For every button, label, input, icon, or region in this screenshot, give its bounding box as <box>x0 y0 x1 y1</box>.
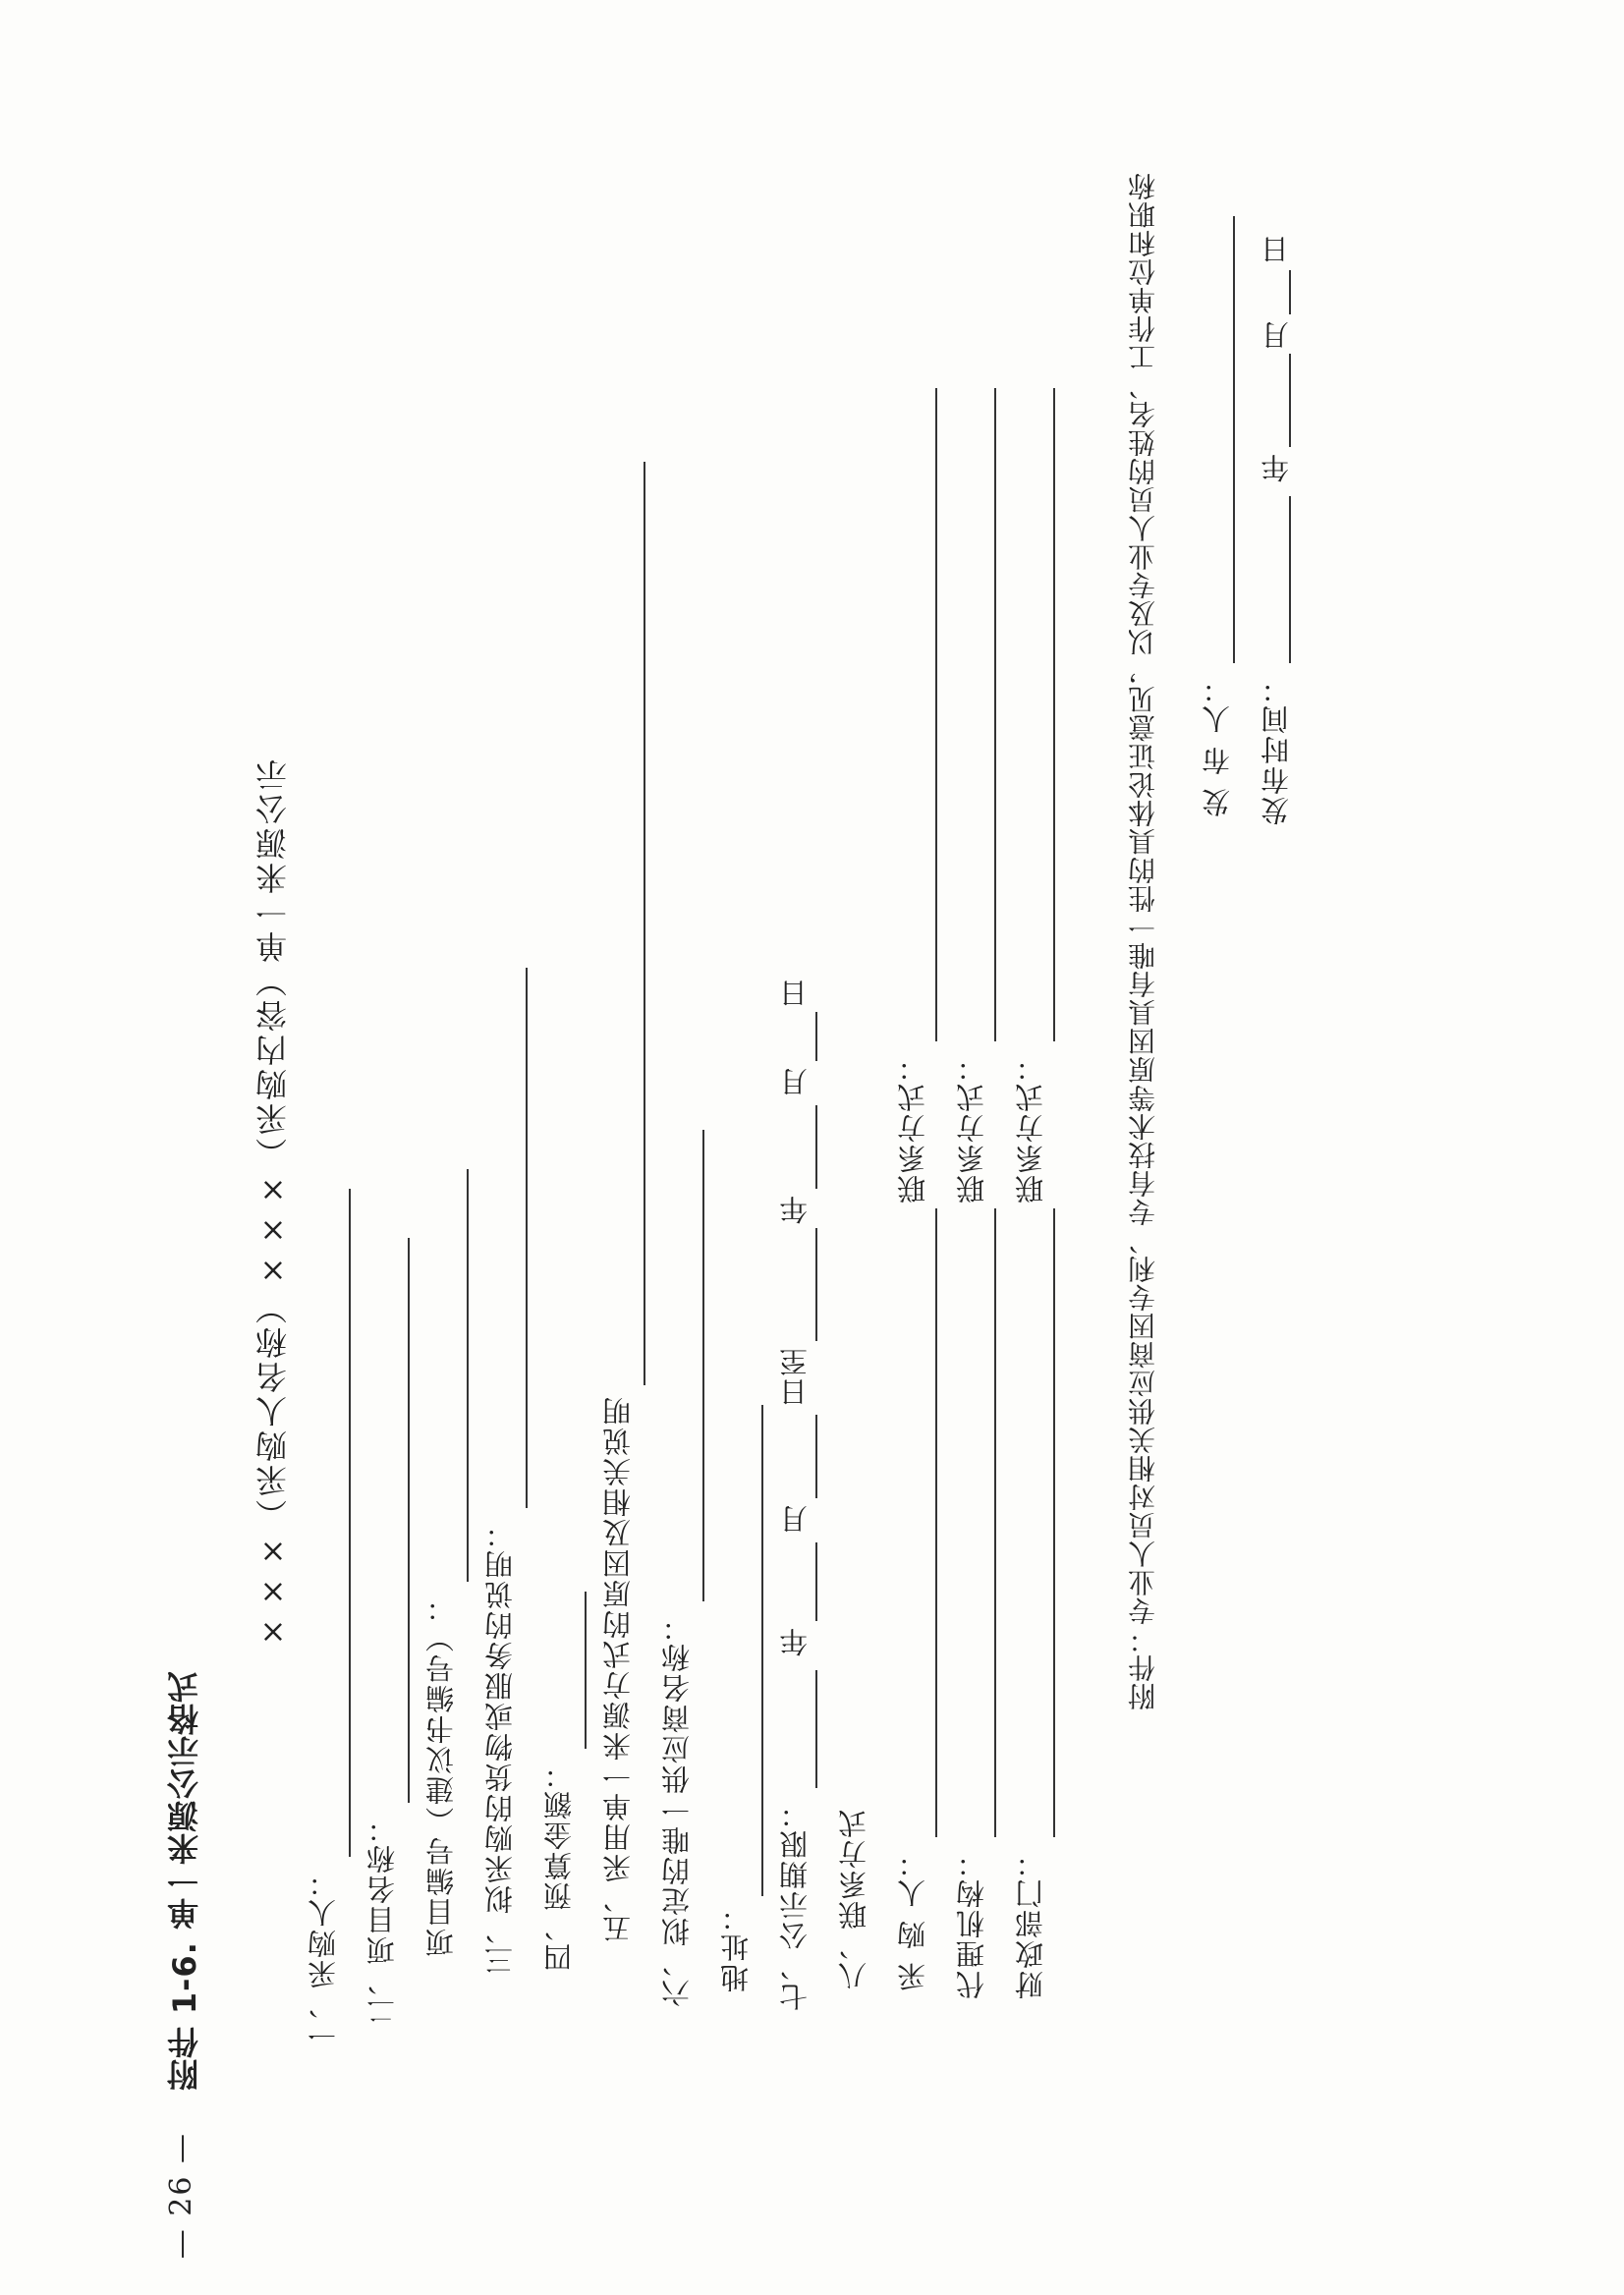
contact-purchaser-blank <box>935 1208 937 1837</box>
supplier-blank <box>702 1130 704 1601</box>
publish-year-blank <box>1289 496 1291 663</box>
period-day2: 日 <box>778 978 812 1008</box>
page-number: — 26 — <box>164 2132 198 2260</box>
period-month2-blank <box>815 1105 817 1189</box>
purchaser-blank <box>349 1189 351 1857</box>
project-no-label: 项目编号（建议书编号）： <box>424 1592 458 1957</box>
contact-purchaser-label: 采 购 人： <box>896 1847 929 1991</box>
project-no-blank <box>467 1169 469 1582</box>
contact-heading: 八、联系方式 <box>837 1808 870 1990</box>
contact-finance-label: 财政部门： <box>1014 1847 1047 1999</box>
notice-title: ×××（采购人名称）×××（采购内容）单一来源公示 <box>254 756 292 1651</box>
contact-agency-blank <box>994 1208 996 1837</box>
period-year: 年 <box>778 1626 812 1656</box>
goods-desc-label: 三、拟采购的货物或服务的说明： <box>483 1518 517 1975</box>
period-month-blank <box>815 1542 817 1621</box>
period-label: 七、公示期限： <box>778 1798 812 2011</box>
supplier-label: 六、拟定的唯一供应商名称： <box>660 1611 694 2007</box>
contact-finance-method-blank <box>1053 388 1055 1041</box>
attachment-note: 附件：专业人员对相关供应商因专利、专有技术等原因具有唯一性的具体论证意见，以及专业人员的姓名、工作单位和职称 <box>1127 172 1159 1710</box>
budget-blank <box>585 1592 587 1749</box>
publish-month-blank <box>1289 354 1291 447</box>
purchaser-label: 一、采购人： <box>307 1867 340 2049</box>
publisher-blank <box>1233 216 1235 663</box>
contact-agency-method-blank <box>994 388 996 1041</box>
reason-label: 五、采用单一来源方式的原因及相关说明 <box>601 1395 635 1943</box>
contact-agency-label: 代理机构： <box>955 1847 988 1999</box>
reason-blank <box>644 462 645 1385</box>
contact-agency-method: 联系方式： <box>955 1051 988 1203</box>
period-year2: 年 <box>778 1194 812 1224</box>
attachment-heading: 附件 1-6. 单一来源公示格式 <box>166 1670 203 2092</box>
period-day-blank <box>815 1415 817 1498</box>
budget-label: 四、预算金额： <box>542 1759 576 1972</box>
project-name-blank <box>408 1238 410 1803</box>
goods-desc-blank <box>526 968 528 1508</box>
period-day-to: 日至 <box>778 1346 812 1407</box>
period-month2: 月 <box>778 1066 812 1096</box>
period-day2-blank <box>815 1012 817 1061</box>
address-blank <box>761 1405 763 1896</box>
period-year-blank <box>815 1670 817 1788</box>
contact-purchaser-method: 联系方式： <box>896 1051 929 1203</box>
period-month: 月 <box>778 1503 812 1534</box>
address-label: 地址： <box>719 1901 753 1992</box>
publish-day: 日 <box>1260 234 1293 264</box>
contact-purchaser-method-blank <box>935 388 937 1041</box>
publisher-label: 发 布 人： <box>1201 673 1234 817</box>
contact-finance-method: 联系方式： <box>1014 1051 1047 1203</box>
publish-day-blank <box>1289 270 1291 314</box>
publish-month: 月 <box>1260 319 1293 350</box>
publish-year: 年 <box>1260 452 1293 482</box>
project-name-label: 二、项目名称： <box>365 1813 399 2026</box>
period-year2-blank <box>815 1228 817 1341</box>
publish-time-label: 发布时间： <box>1260 673 1293 825</box>
contact-finance-blank <box>1053 1208 1055 1837</box>
